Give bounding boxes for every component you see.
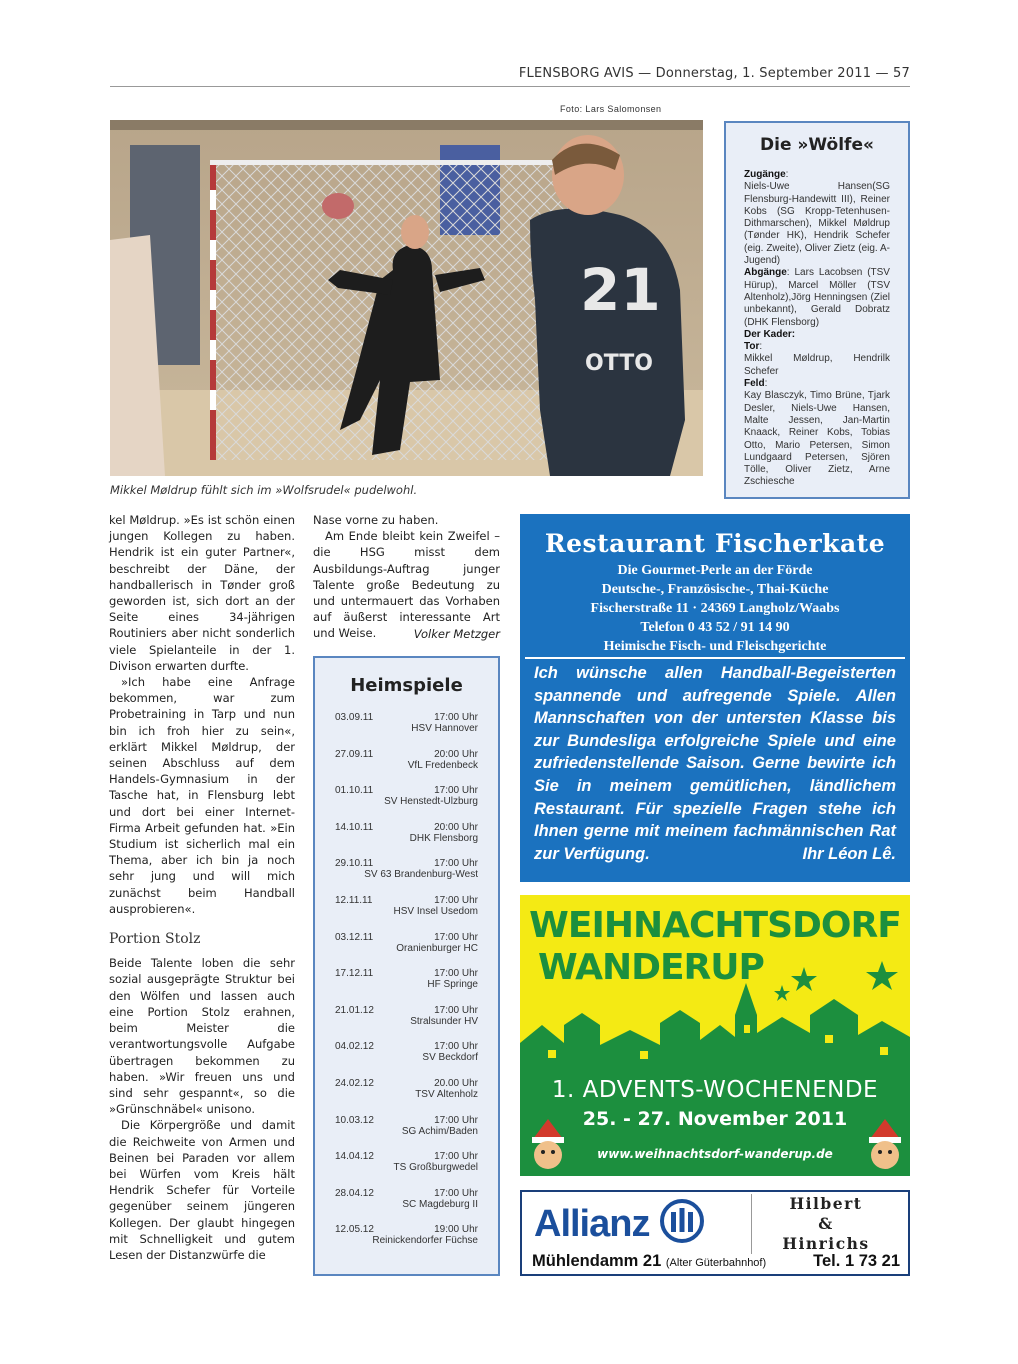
agency-name-2: Hinrichs	[782, 1234, 870, 1253]
restaurant-ad	[520, 514, 910, 882]
svg-text:OTTO: OTTO	[585, 351, 653, 376]
article-subheading: Portion Stolz	[109, 931, 201, 948]
home-game-time: 17:00 Uhr	[434, 858, 478, 870]
restaurant-name: Restaurant Fischerkate	[544, 529, 886, 558]
home-game-row	[335, 1151, 478, 1188]
home-game-time: 17:00 Uhr	[434, 931, 478, 943]
home-game-row	[335, 749, 478, 786]
handball-photo-drawing	[110, 120, 703, 476]
article-column-1	[109, 512, 295, 1263]
feld-label: Feld	[744, 378, 765, 390]
restaurant-phone: Telefon 0 43 52 / 91 14 90	[640, 620, 790, 635]
home-game-date: 28.04.12	[335, 1187, 374, 1199]
home-game-time: 20.00 Uhr	[434, 1077, 478, 1089]
home-game-opponent: VfL Fredenbeck	[407, 759, 478, 771]
article-author: Volker Metzger	[413, 626, 500, 641]
home-game-opponent: HSV Insel Usedom	[393, 905, 478, 917]
home-game-row	[335, 822, 478, 859]
home-game-row	[335, 1224, 478, 1261]
photo-credit: Foto: Lars Salomonsen	[560, 104, 662, 114]
photo-caption: Mikkel Møldrup fühlt sich im »Wolfsrudel« pudelwohl.	[110, 483, 418, 497]
restaurant-address: Fischerstraße 11 · 24369 Langholz/Waabs	[590, 601, 840, 616]
home-game-opponent: SC Magdeburg II	[402, 1198, 478, 1210]
tor-label: Tor	[744, 341, 760, 353]
restaurant-message	[534, 662, 896, 865]
home-game-date: 24.02.12	[335, 1077, 374, 1089]
handball-photo	[110, 120, 703, 476]
restaurant-specialty: Heimische Fisch- und Fleischgerichte	[603, 639, 827, 654]
home-games-list	[315, 712, 498, 1261]
agency-name-1: Hilbert	[789, 1194, 863, 1213]
zugaenge-label: Zugänge	[744, 169, 786, 180]
home-game-date: 04.02.12	[335, 1041, 374, 1053]
header-text: FLENSBORG AVIS — Donnerstag, 1. September 2011 — 57	[518, 66, 910, 81]
santa-icon	[528, 1117, 568, 1172]
christmas-village-event: 1. ADVENTS-WOCHENENDE	[551, 1077, 879, 1103]
home-game-row	[335, 895, 478, 932]
christmas-village-ad	[520, 895, 910, 1176]
tor-list: Mikkel Møldrup, Hendrilk Schefer	[744, 353, 890, 377]
article-paragraph: Die Körpergröße und damit die Reichweite von Armen und Beinen bei Paraden vor allem bei Würfen vom Kreis hält Hendrik Schefer für Vorteile gegenüber seinem jüngeren Kollegen. Der glaubt hingegen mit Schnelligkeit und gutem Lesen der Distanzwürfe die	[109, 1118, 295, 1262]
agency-phone: Tel. 1 73 21	[813, 1252, 900, 1270]
home-game-date: 03.09.11	[335, 712, 374, 723]
home-game-date: 03.12.11	[335, 931, 374, 943]
article-paragraph: kel Møldrup. »Es ist schön einen jungen Kollegen zu haben. Hendrik ist ein guter Partner«, beschreibt der Däne, der handballerisch in Tønder groß geworden ist, sich dort an der Seite eines 34-jährigen Routiniers aber nicht sonderlich viele Spielanteile in der 1. Divison erwarten durfte.	[109, 513, 295, 673]
abgaenge-label: Abgänge	[744, 267, 787, 279]
article-paragraph: Nase vorne zu haben.	[313, 513, 439, 527]
home-game-date: 10.03.12	[335, 1114, 374, 1126]
home-game-time: 17:00 Uhr	[434, 1187, 478, 1199]
home-game-time: 19:00 Uhr	[434, 1224, 478, 1236]
home-game-row	[335, 932, 478, 969]
home-game-row	[335, 785, 478, 822]
home-game-time: 17:00 Uhr	[434, 1114, 478, 1126]
restaurant-ad-header	[525, 519, 905, 659]
village-skyline-drawing	[520, 955, 910, 1075]
home-game-date: 14.04.12	[335, 1151, 374, 1163]
feld-list: Kay Blasczyk, Timo Brüne, Tjark Desler, Niels-Uwe Hansen, Malte Jessen, Jan-Martin Knaack, Reiner Kobs, Tobias Otto, Mario Petersen, Simon Lundgaard Petersen, Sjören Tölle, Oliver Zietz, Arne Zschiesche	[744, 390, 890, 488]
home-game-opponent: HSV Hannover	[411, 723, 478, 734]
restaurant-tagline: Die Gourmet-Perle an der Förde	[617, 563, 813, 578]
home-game-opponent: TSV Altenholz	[415, 1088, 478, 1100]
article-paragraph: »Ich habe eine Anfrage bekommen, war zum Probetraining in Tarp und nun bin ich froh hier zu sein«, erklärt Mikkel Møldrup, der seinen Abschluss auf dem Handels-Gymnasium in der Tasche hat, in Flensburg lebt und dort bei einer Internet-Firma Arbeit gefunden hat. »Ein Studium ist sicherlich mal ein Thema, aber ich bin ja noch sehr jung und will mich zunächst beim Handball ausprobieren«.	[109, 675, 295, 916]
home-game-row	[335, 1188, 478, 1225]
christmas-village-url: www.weihnachtsdorf-wanderup.de	[597, 1147, 833, 1161]
article-column-2	[313, 512, 500, 642]
home-game-time: 17:00 Uhr	[434, 968, 478, 980]
page-header	[110, 62, 910, 87]
home-game-date: 29.10.11	[335, 858, 374, 870]
home-game-row	[335, 968, 478, 1005]
agency-name	[751, 1194, 900, 1254]
article-paragraph: Am Ende bleibt kein Zweifel – die HSG misst dem Ausbildungs-Auftrag junger Talente große Bedeutung zu und untermauert das Vorhaben auf äußerst interessante Art und Weise.	[313, 529, 500, 641]
home-game-row	[335, 1078, 478, 1115]
home-game-row	[335, 712, 478, 749]
home-game-date: 12.05.12	[335, 1224, 374, 1236]
home-game-opponent: HF Springe	[427, 979, 478, 991]
article-paragraph: Beide Talente loben die sehr sozial ausgeprägte Struktur bei den Wölfen und lassen auch eine Portion Stolz erahnen, beim Meister die verantwortungsvolle Aufgabe übertragen bekommen zu haben. »Wir freuen uns und sind sehr gespannt«, so die »Grünschnäbel« unisono.	[109, 956, 295, 1117]
team-info-box	[724, 121, 910, 499]
home-game-opponent: Stralsunder HV	[410, 1015, 478, 1027]
home-game-opponent: Oranienburger HC	[396, 942, 478, 954]
home-game-opponent: SV Henstedt-Ulzburg	[384, 796, 478, 808]
restaurant-signature: Ihr Léon Lê.	[802, 844, 896, 863]
team-info-title: Die »Wölfe«	[760, 135, 874, 155]
agency-contact	[532, 1252, 900, 1271]
home-game-time: 17:00 Uhr	[434, 785, 478, 797]
svg-text:21: 21	[580, 256, 661, 324]
home-game-opponent: SV 63 Brandenburg-West	[364, 869, 478, 881]
home-game-time: 20:00 Uhr	[434, 748, 478, 760]
agency-ampersand: &	[818, 1214, 834, 1233]
home-game-date: 17.12.11	[335, 968, 374, 980]
christmas-village-dates: 25. - 27. November 2011	[582, 1108, 848, 1130]
restaurant-cuisine: Deutsche-, Französische-, Thai-Küche	[601, 582, 829, 597]
home-game-time: 17:00 Uhr	[434, 1041, 478, 1053]
home-game-date: 14.10.11	[335, 821, 374, 833]
home-game-time: 17:00 Uhr	[434, 1004, 478, 1016]
home-game-time: 20:00 Uhr	[434, 821, 478, 833]
home-game-date: 21.01.12	[335, 1004, 374, 1016]
home-game-row	[335, 1041, 478, 1078]
home-game-date: 01.10.11	[335, 785, 374, 797]
home-game-opponent: TS Großburgwedel	[393, 1162, 478, 1174]
home-game-row	[335, 1115, 478, 1152]
home-game-time: 17:00 Uhr	[434, 712, 478, 723]
home-game-date: 27.09.11	[335, 748, 374, 760]
home-game-opponent: SV Beckdorf	[422, 1052, 478, 1064]
allianz-brand: Allianz	[534, 1203, 650, 1245]
home-game-opponent: DHK Flensborg	[409, 832, 478, 844]
home-game-date: 12.11.11	[335, 894, 373, 906]
home-games-title: Heimspiele	[350, 675, 463, 696]
home-games-box	[313, 656, 500, 1276]
allianz-ad	[520, 1190, 910, 1276]
allianz-logo	[534, 1198, 705, 1246]
agency-address-note: (Alter Güterbahnhof)	[665, 1257, 767, 1269]
allianz-eagle-icon	[659, 1198, 705, 1244]
home-game-opponent: Reinickendorfer Füchse	[372, 1235, 478, 1247]
abgaenge-list: Lars Lacobsen (TSV Hürup), Marcel Möller (TSV Altenholz),Jörg Henningsen (Ziel unbekannt), Gerald Dobratz (DHK Flensborg)	[744, 267, 890, 328]
agency-address: Mühlendamm 21	[532, 1252, 662, 1270]
christmas-village-title: WEIHNACHTSDORF	[529, 905, 901, 946]
team-info-text: Zugänge: Niels-Uwe Hansen(SG Flensburg-Handewitt III), Reiner Kobs (SG Kropp-Tetenhusen-Dithmarschen), Mikkel Møldrup (Tønder HK), Hendrik Schefer (eig. Zweite), Oliver Zietz (eig. A-Jugend) Abgänge: Lars Lacobsen (TSV Hürup), Marcel Möller (TSV Altenholz),Jörg Henningsen (Ziel unbekannt), Gerald Dobratz (DHK Flensborg) Der Kader: Tor: Mikkel Møldrup, Hendrilk Schefer Feld: Kay Blasczyk, Timo Brüne, Tjark Desler, Niels-Uwe Hansen, Malte Jessen, Jan-Martin Knaack, Reiner Kobs, Tobias Otto, Mario Petersen, Simon Lundgaard Petersen, Sjören Tölle, Oliver Zietz, Arne Zschiesche	[744, 169, 890, 488]
restaurant-message-text: Ich wünsche allen Handball-Begeisterten spannende und aufregende Spiele. Allen Mannschaften von der untersten Klasse bis zur Bundesliga erfolgreiche Spiele und eine zufriedenstellende Saison. Gerne bewirte ich Sie in meinem gemütlichen, ländlichem Restaurant. Für spezielle Fragen stehe ich Ihnen gerne mit meinem fachmännischen Rat zur Verfügung.	[534, 664, 896, 863]
santa-icon	[865, 1117, 905, 1172]
home-game-time: 17:00 Uhr	[434, 894, 478, 906]
home-game-time: 17:00 Uhr	[434, 1151, 478, 1163]
home-game-opponent: SG Achim/Baden	[401, 1125, 478, 1137]
home-game-row	[335, 858, 478, 895]
home-game-row	[335, 1005, 478, 1042]
christmas-village-place: WANDERUP	[538, 947, 764, 988]
zugaenge-list: Niels-Uwe Hansen(SG Flensburg-Handewitt III), Reiner Kobs (SG Kropp-Tetenhusen-Dithmarschen), Mikkel Møldrup (Tønder HK), Hendrik Schefer (eig. Zweite), Oliver Zietz (eig. A-Jugend)	[744, 181, 890, 267]
kader-label: Der Kader:	[744, 328, 796, 340]
